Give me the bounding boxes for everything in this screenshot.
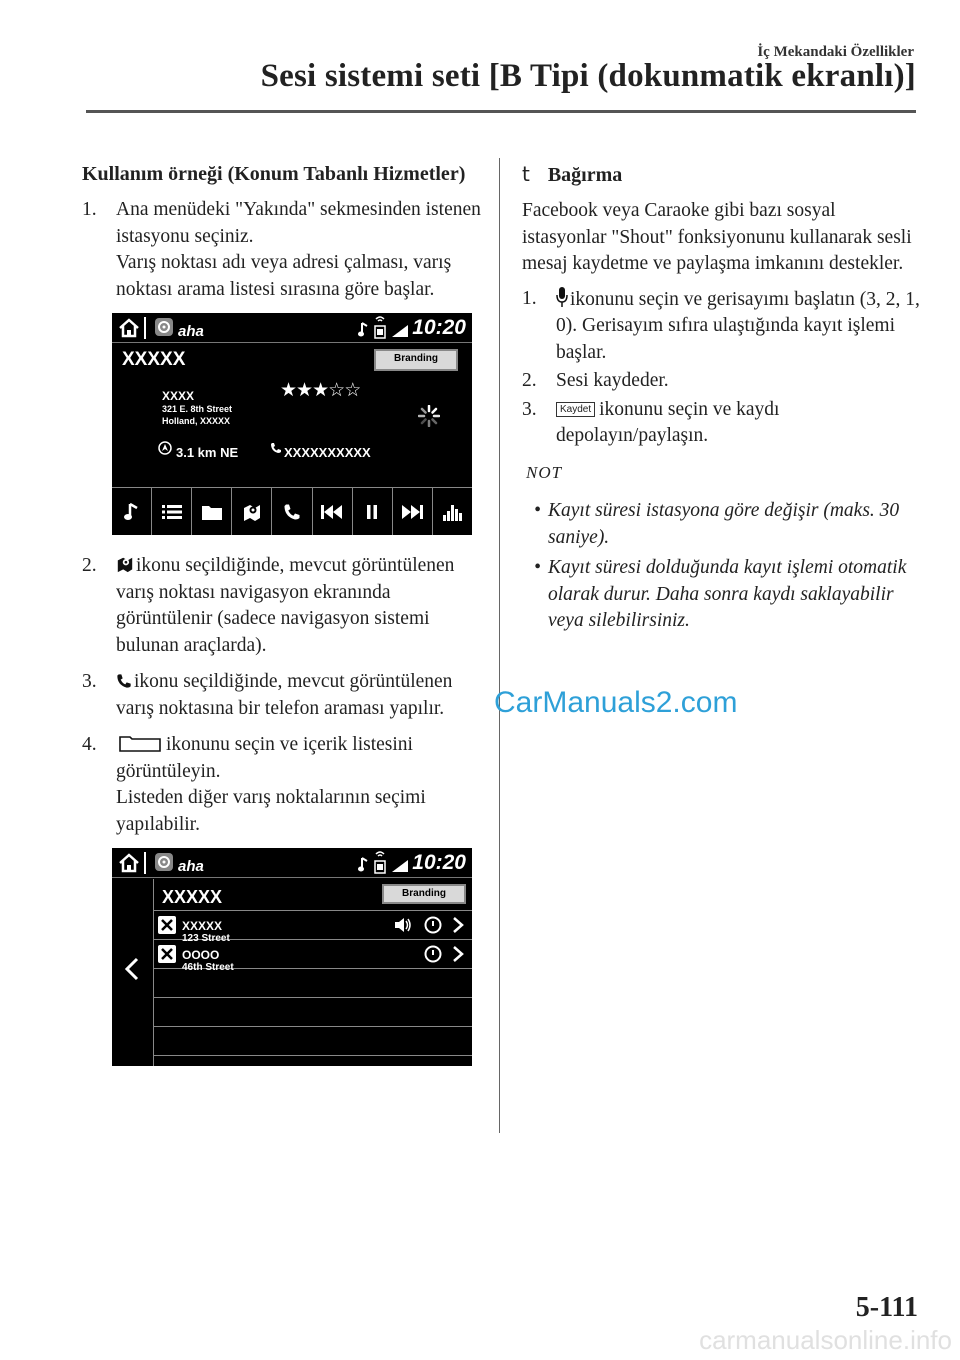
star-empty-icon: ☆ bbox=[328, 379, 345, 401]
heading-bullet: t bbox=[522, 162, 530, 186]
skip-forward-icon bbox=[401, 504, 423, 520]
empty-list-row bbox=[154, 1028, 472, 1056]
screen-status-bar bbox=[112, 848, 472, 878]
list-item-address: 123 Street bbox=[182, 933, 230, 944]
aha-app-icon bbox=[154, 852, 174, 872]
map-pin-icon bbox=[242, 502, 262, 522]
music-note-icon bbox=[358, 857, 368, 873]
distance: 3.1 km NE bbox=[176, 445, 239, 460]
home-icon[interactable] bbox=[118, 318, 140, 338]
watermark: CarManuals2.com bbox=[494, 686, 738, 719]
step-text: ikonu seçildiğinde, mevcut görüntülenen varış noktasına bir telefon araması yapılır. bbox=[116, 671, 453, 719]
skip-back-icon bbox=[321, 504, 343, 520]
pause-button[interactable] bbox=[353, 488, 393, 535]
phone-icon bbox=[270, 442, 282, 454]
rating-stars bbox=[280, 377, 360, 404]
screen-softkey-bar bbox=[112, 487, 472, 535]
star-filled-icon: ★ bbox=[280, 379, 297, 401]
list-item-name: XXXXX bbox=[182, 919, 223, 933]
section-heading bbox=[522, 160, 922, 190]
map-button[interactable] bbox=[232, 488, 272, 535]
info-circle-icon[interactable] bbox=[424, 945, 442, 963]
kaydet-button: Kaydet bbox=[556, 402, 595, 417]
screen-status-bar bbox=[112, 313, 472, 343]
step-2 bbox=[82, 553, 482, 659]
station-name: XXXXX bbox=[122, 349, 186, 370]
music-button[interactable] bbox=[112, 488, 152, 535]
close-icon[interactable] bbox=[158, 916, 176, 934]
phone-number: XXXXXXXXXX bbox=[284, 445, 371, 460]
map-pin-icon bbox=[116, 554, 134, 574]
poi-address-line1: 321 E. 8th Street bbox=[162, 404, 233, 414]
wifi-phone-icon bbox=[372, 849, 388, 875]
list-button[interactable] bbox=[152, 488, 192, 535]
step-3 bbox=[522, 397, 922, 450]
list-item[interactable] bbox=[154, 941, 472, 973]
section-heading: Kullanım örneği (Konum Tabanlı Hizmetler) bbox=[82, 163, 466, 185]
note-title: NOT bbox=[526, 462, 563, 482]
footer-watermark: carmanualsonline.info bbox=[699, 1325, 952, 1355]
note-text: Kayıt süresi istasyona göre değişir (maks. 30 saniye). bbox=[548, 500, 900, 548]
note-item: • Kayıt süresi dolduğunda kayıt işlemi otomatik olarak durur. Daha sonra kaydı saklayabilir veya silebilirsiniz. bbox=[522, 555, 922, 635]
back-panel[interactable] bbox=[112, 879, 154, 1066]
list-item[interactable] bbox=[154, 912, 472, 944]
pause-icon bbox=[366, 504, 378, 520]
page-title: Sesi sistemi seti [B Tipi (dokunmatik ekranlı)] bbox=[260, 58, 916, 94]
equalizer-icon bbox=[442, 503, 462, 521]
step-2 bbox=[522, 368, 922, 395]
music-note-icon bbox=[124, 502, 140, 522]
navigation-icon bbox=[158, 441, 172, 455]
step-text: ikonunu seçin ve kaydı depolayın/paylaşın. bbox=[556, 398, 780, 446]
previous-button[interactable] bbox=[313, 488, 353, 535]
app-name: aha bbox=[178, 323, 204, 340]
note-text: Kayıt süresi dolduğunda kayıt işlemi otomatik olarak durur. Daha sonra kaydı saklayabilir veya silebilirsiniz. bbox=[548, 557, 907, 631]
step-text: ikonu seçildiğinde, mevcut görüntülenen varış noktası navigasyon ekranında görüntülenir (sadece navigasyon sistemi bulunan araçlarda). bbox=[116, 555, 455, 656]
left-column bbox=[82, 160, 482, 1066]
speaker-icon bbox=[394, 917, 412, 933]
app-name: aha bbox=[178, 858, 204, 875]
step-text-extra: Listeden diğer varış noktalarının seçimi yapılabilir. bbox=[116, 787, 426, 835]
step-number: 1. bbox=[522, 287, 537, 309]
header-rule bbox=[86, 110, 916, 113]
page-number: 5-111 bbox=[855, 1292, 918, 1323]
chevron-right-icon[interactable] bbox=[452, 945, 464, 963]
step-number: 2. bbox=[82, 555, 97, 576]
chevron-right-icon[interactable] bbox=[452, 916, 464, 934]
note-item: • Kayıt süresi istasyona göre değişir (maks. 30 saniye). bbox=[522, 498, 922, 551]
column-divider bbox=[499, 158, 500, 1133]
step-text: ikonunu seçin ve gerisayımı başlatın (3, 2, 1, 0). Gerisayım sıfıra ulaştığında kayıt işlemi başlar. bbox=[556, 288, 920, 363]
section-label: İç Mekandaki Özellikler bbox=[757, 44, 914, 60]
loading-spinner-icon bbox=[418, 405, 440, 427]
step-4 bbox=[82, 732, 482, 838]
microphone-icon bbox=[556, 286, 568, 308]
info-circle-icon[interactable] bbox=[424, 916, 442, 934]
star-filled-icon: ★ bbox=[296, 379, 313, 401]
signal-icon bbox=[392, 325, 408, 337]
phone-icon bbox=[116, 672, 132, 690]
branding-box: Branding bbox=[382, 884, 466, 904]
wifi-phone-icon bbox=[372, 314, 388, 340]
step-3 bbox=[82, 669, 482, 722]
screen-content-list bbox=[112, 848, 472, 1066]
music-note-icon bbox=[358, 322, 368, 338]
step-number: 4. bbox=[82, 734, 97, 755]
status-divider bbox=[144, 317, 146, 339]
equalizer-button[interactable] bbox=[433, 488, 472, 535]
folder-icon bbox=[202, 504, 222, 520]
step-number: 2. bbox=[522, 370, 537, 391]
step-text: Sesi kaydeder. bbox=[556, 370, 669, 391]
status-divider bbox=[144, 852, 146, 874]
step-number: 3. bbox=[82, 671, 97, 692]
back-chevron-icon bbox=[124, 957, 140, 981]
star-empty-icon: ☆ bbox=[344, 379, 361, 401]
phone-icon bbox=[283, 503, 301, 521]
step-1 bbox=[82, 197, 482, 303]
heading-text: Bağırma bbox=[547, 164, 623, 186]
clock: 10:20 bbox=[412, 316, 466, 339]
list-item-address: 46th Street bbox=[182, 962, 234, 973]
station-name: XXXXX bbox=[162, 887, 223, 907]
poi-address-line2: Holland, XXXXX bbox=[162, 416, 231, 426]
clock: 10:20 bbox=[412, 851, 466, 874]
empty-list-row bbox=[154, 970, 472, 998]
folder-button[interactable] bbox=[192, 488, 232, 535]
list-icon bbox=[162, 504, 182, 520]
call-button[interactable] bbox=[272, 488, 312, 535]
aha-app-icon bbox=[154, 317, 174, 337]
close-icon[interactable] bbox=[158, 945, 176, 963]
star-filled-icon: ★ bbox=[312, 379, 329, 401]
step-text: ikonunu seçin ve içerik listesini görüntüleyin. bbox=[116, 734, 413, 782]
step-number: 3. bbox=[522, 398, 537, 420]
folder-icon bbox=[116, 733, 164, 753]
list-header-row bbox=[154, 879, 472, 911]
branding-box: Branding bbox=[374, 349, 458, 371]
signal-icon bbox=[392, 860, 408, 872]
list-item-name: OOOO bbox=[182, 948, 220, 962]
step-text: Ana menüdeki "Yakında" sekmesinden istenen istasyonu seçiniz. bbox=[116, 199, 481, 247]
home-icon[interactable] bbox=[118, 853, 140, 873]
right-column bbox=[522, 160, 922, 639]
empty-list-row bbox=[154, 999, 472, 1027]
step-text-extra: Varış noktası adı veya adresi çalması, varış noktası arama listesi sırasına göre başlar. bbox=[116, 252, 452, 300]
step-1 bbox=[522, 286, 922, 367]
poi-name: XXXX bbox=[162, 389, 195, 403]
screen-now-playing bbox=[112, 313, 472, 535]
intro-paragraph: Facebook veya Caraoke gibi bazı sosyal istasyonlar "Shout" fonksiyonunu kullanarak sesli mesaj kaydetme ve paylaşma imkanını destekler. bbox=[522, 200, 912, 274]
step-number: 1. bbox=[82, 199, 97, 220]
next-button[interactable] bbox=[393, 488, 433, 535]
